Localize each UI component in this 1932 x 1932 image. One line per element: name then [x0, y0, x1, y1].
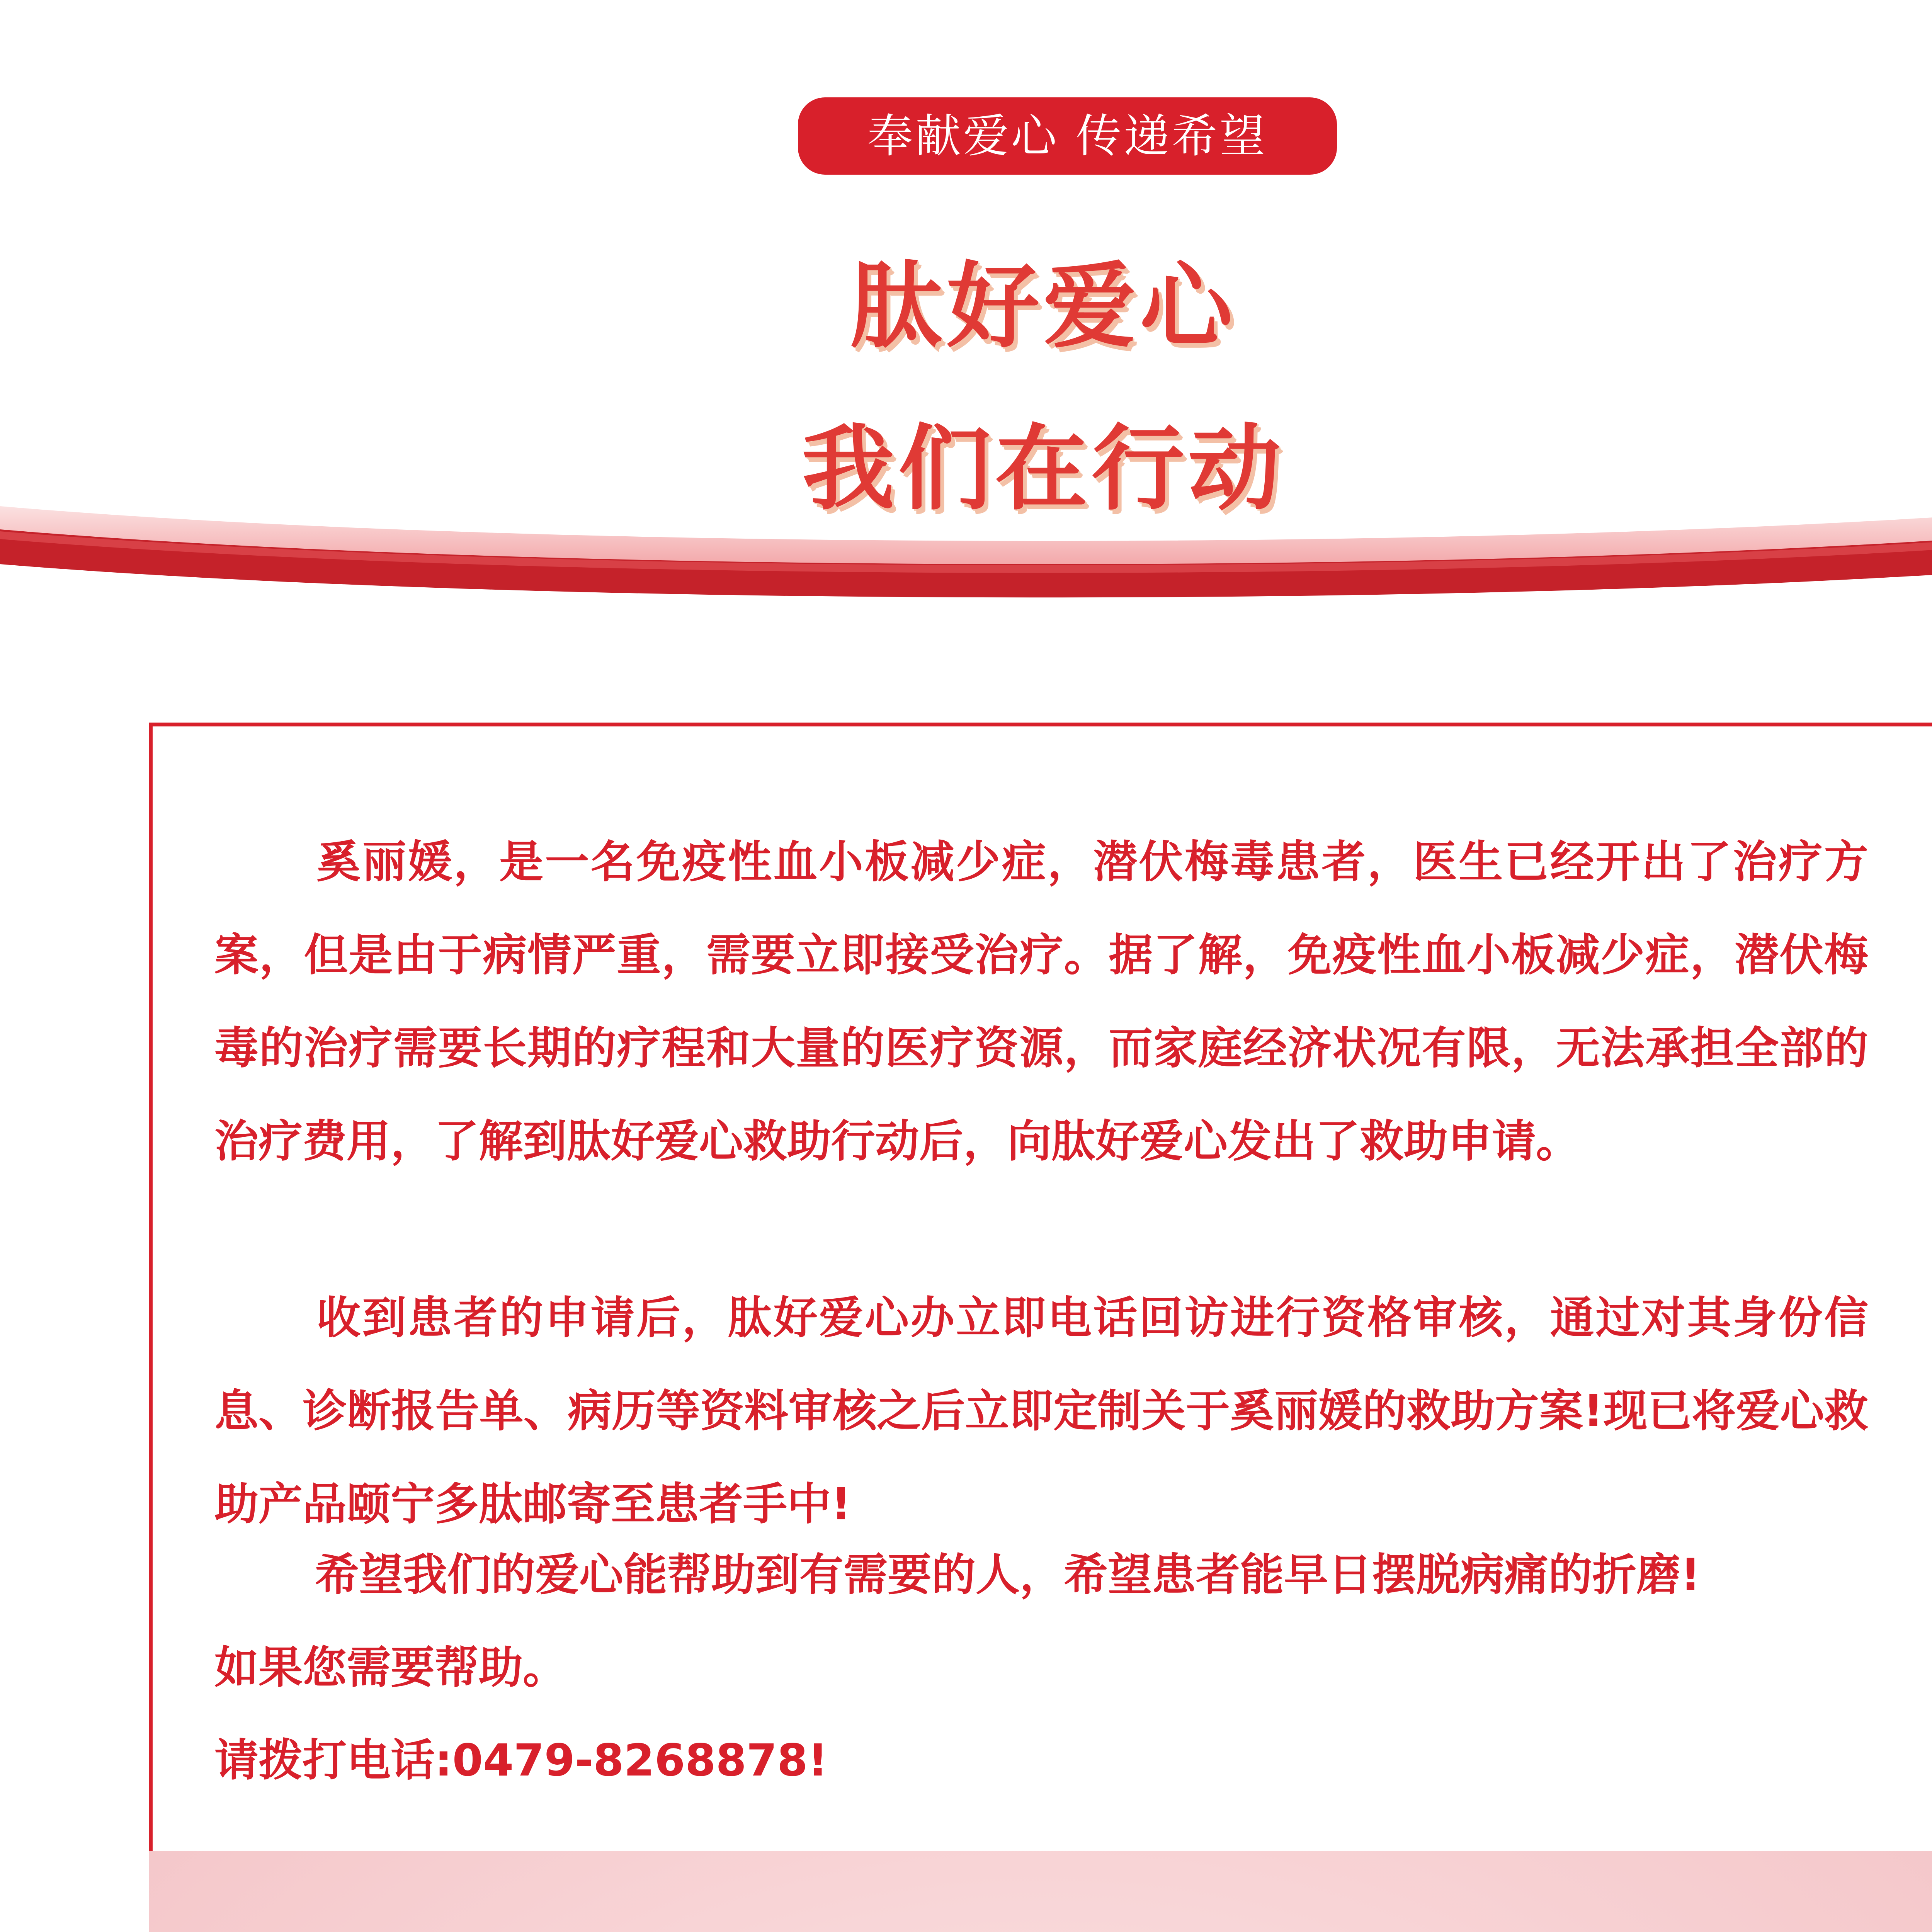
tagline-pill: 奉献爱心 传递希望: [798, 97, 1337, 175]
contact-phone-line: 请拨打电话:0479-8268878!: [214, 1735, 828, 1786]
article-paragraph-3: [214, 1528, 1868, 1621]
header-wave-ribbon: [0, 464, 1932, 603]
page-title-line1: 肽好爱心: [850, 252, 1236, 361]
article-paragraph-1: [214, 815, 1868, 1188]
page-title-line2: 我们在行动: [801, 415, 1285, 523]
article-paragraph-2: [214, 1271, 1868, 1551]
paragraph-text: 奚丽媛，是一名免疫性血小板减少症，潜伏梅毒患者，医生已经开出了治疗方案，但是由于病情严重，需要立即接受治疗。据了解，免疫性血小板减少症，潜伏梅毒的治疗需要长期的疗程和大量的医疗资源，而家庭经济状况有限，无法承担全部的治疗费用，了解到肽好爱心救助行动后，向肽好爱心发出了救助申请。: [214, 836, 1868, 1167]
paragraph-text: 收到患者的申请后，肽好爱心办立即电话回访进行资格审核，通过对其身份信息、诊断报告单、病历等资料审核之后立即定制关于奚丽媛的救助方案!现已将爱心救助产品颐宁多肽邮寄至患者手中!: [214, 1292, 1868, 1530]
banner-illustration: [149, 1851, 1932, 1932]
paragraph-text: 希望我们的爱心能帮助到有需要的人，希望患者能早日摆脱病痛的折磨!: [315, 1549, 1701, 1600]
article-paragraph-4: 如果您需要帮助。: [214, 1642, 567, 1693]
